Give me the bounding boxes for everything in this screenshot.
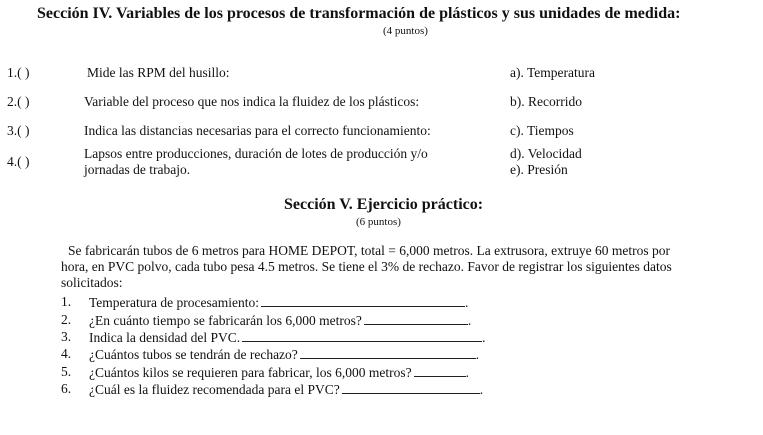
question-6: ¿Cuál es la fluidez recomendada para el PVC? .	[89, 382, 484, 397]
question-3: Indica la densidad del PVC. .	[89, 330, 486, 345]
question-3-text: Indica la densidad del PVC.	[89, 330, 241, 345]
question-6-answer-line[interactable]	[342, 381, 480, 394]
item-1-text: Mide las RPM del husillo:	[87, 65, 230, 80]
question-4-number: 4.	[61, 346, 72, 361]
item-4-answer-slot[interactable]: 4.( )	[7, 154, 30, 169]
question-5-text: ¿Cuántos kilos se requieren para fabricar, los 6,000 metros?	[89, 365, 412, 380]
question-1-answer-line[interactable]	[261, 294, 465, 307]
item-4-text-line2: jornadas de trabajo.	[84, 162, 191, 177]
item-2-answer-slot[interactable]: 2.( )	[7, 94, 30, 109]
item-3-text: Indica las distancias necesarias para el correcto funcionamiento:	[84, 123, 431, 138]
question-2-number: 2.	[61, 312, 72, 327]
option-d: d). Velocidad	[510, 146, 582, 161]
item-2-text: Variable del proceso que nos indica la fluidez de los plásticos:	[84, 94, 420, 109]
option-a: a). Temperatura	[510, 65, 596, 80]
question-1: Temperatura de procesamiento: .	[89, 295, 469, 310]
question-4: ¿Cuántos tubos se tendrán de rechazo? .	[89, 347, 480, 362]
exercise-paragraph-line3: solicitados:	[61, 275, 123, 290]
option-c: c). Tiempos	[510, 123, 574, 138]
question-4-answer-line[interactable]	[300, 346, 476, 359]
question-2: ¿En cuánto tiempo se fabricarán los 6,000 metros? .	[89, 313, 472, 328]
question-1-text: Temperatura de procesamiento:	[89, 295, 259, 310]
section-4-points: (4 puntos)	[383, 25, 428, 37]
option-b: b). Recorrido	[510, 94, 582, 109]
section-5-points: (6 puntos)	[356, 216, 401, 228]
question-6-number: 6.	[61, 381, 72, 396]
question-3-number: 3.	[61, 329, 72, 344]
question-1-number: 1.	[61, 294, 72, 309]
exercise-paragraph-line1: Se fabricarán tubos de 6 metros para HOME DEPOT, total = 6,000 metros. La extrusora, extruye 60 metros por	[68, 243, 670, 258]
question-5-answer-line[interactable]	[414, 364, 466, 377]
item-4-text-line1: Lapsos entre producciones, duración de lotes de producción y/o	[84, 146, 428, 161]
question-4-text: ¿Cuántos tubos se tendrán de rechazo?	[89, 347, 298, 362]
question-6-text: ¿Cuál es la fluidez recomendada para el PVC?	[89, 382, 340, 397]
item-3-answer-slot[interactable]: 3.( )	[7, 123, 30, 138]
question-5-number: 5.	[61, 364, 72, 379]
question-3-answer-line[interactable]	[242, 329, 482, 342]
item-1-answer-slot[interactable]: 1.( )	[7, 65, 30, 80]
section-4-title: Sección IV. Variables de los procesos de transformación de plásticos y sus unidades de medida:	[37, 5, 681, 22]
question-2-text: ¿En cuánto tiempo se fabricarán los 6,000 metros?	[89, 313, 362, 328]
question-2-answer-line[interactable]	[364, 312, 468, 325]
section-5-title: Sección V. Ejercicio práctico:	[284, 196, 484, 213]
option-e: e). Presión	[510, 162, 568, 177]
exercise-paragraph-line2: hora, en PVC polvo, cada tubo pesa 4.5 metros. Se tiene el 3% de rechazo. Favor de registrar los siguientes datos	[61, 259, 672, 274]
question-5: ¿Cuántos kilos se requieren para fabricar, los 6,000 metros? .	[89, 365, 469, 380]
